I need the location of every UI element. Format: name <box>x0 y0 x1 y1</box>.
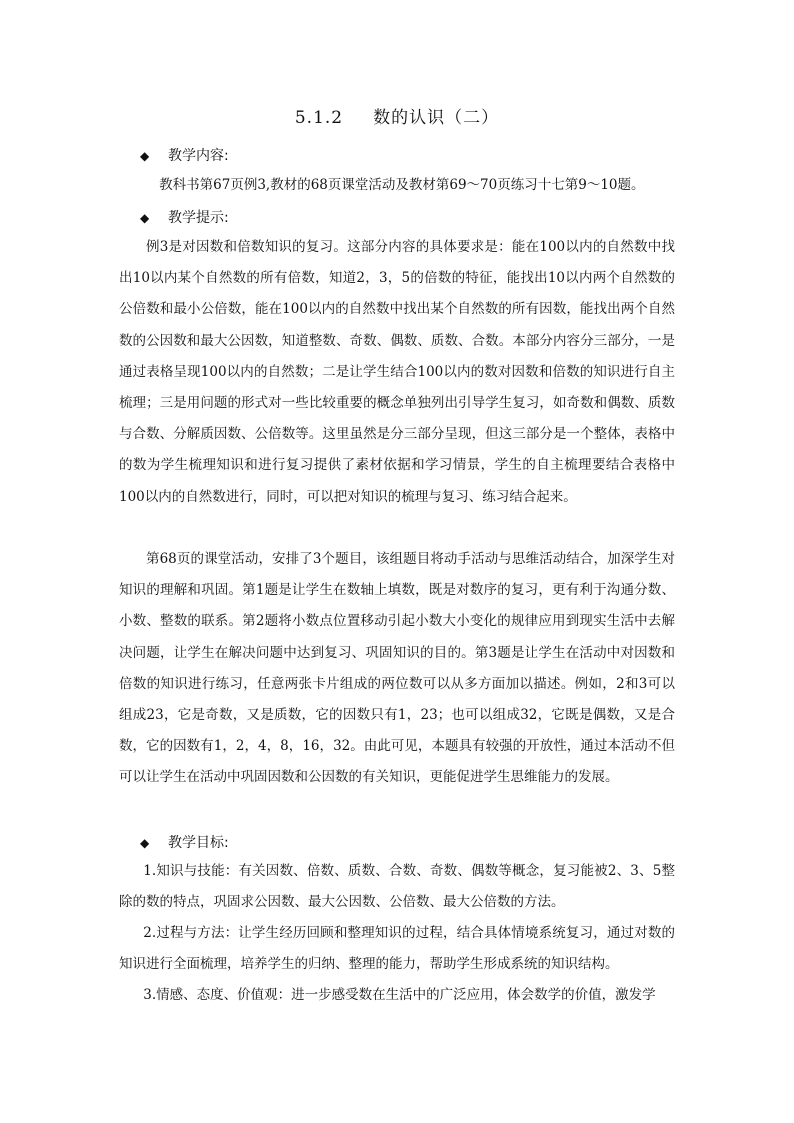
heading-goals-label: 教学目标: <box>168 835 229 851</box>
heading-hints-label: 教学提示: <box>168 210 229 226</box>
diamond-bullet-icon: ◆ <box>140 149 150 163</box>
diamond-bullet-icon: ◆ <box>140 836 150 850</box>
goal-3: 3.情感、态度、价值观：进一步感受数在生活中的广泛应用，体会数学的价值，激发学 <box>143 987 656 1003</box>
heading-hints <box>140 207 229 227</box>
hints-paragraph-2: 第68页的课堂活动，安排了3个题目，该组题目将动手活动与思维活动结合，加深学生对知识的理解和巩固。第1题是让学生在数轴上填数，既是对数序的复习，更有利于沟通分数、小数、整数的联系。第2题将小数点位置移动引起小数大小变化的规律应用到现实生活中去解决问题，让学生在解决问题中达到复习、巩固知识的目的。第3题是让学生在活动中对因数和倍数的知识进行练习，任意两张卡片组成的两位数可以从多方面加以描述。例如，2和3可以组成23，它是奇数，又是质数，它的因数只有1，23；也可以组成32，它既是偶数，又是合数，它的因数有1，2，4，8，16，32。由此可见，本题具有较强的开放性，通过本活动不但可以让学生在活动中巩固因数和公因数的有关知识，更能促进学生思维能力的发展。 <box>119 551 675 786</box>
hints-paragraph-1: 例3是对因数和倍数知识的复习。这部分内容的具体要求是：能在100以内的自然数中找出10以内某个自然数的所有倍数，知道2，3，5的倍数的特征，能找出10以内两个自然数的公倍数和最小公倍数，能在100以内的自然数中找出某个自然数的所有因数，能找出两个自然数的公因数和最大公因数，知道整数、奇数、偶数、质数、合数。本部分内容分三部分，一是通过表格呈现100以内的自然数；二是让学生结合100以内的数对因数和倍数的知识进行自主梳理；三是用问题的形式对一些比较重要的概念单独列出引导学生复习，如奇数和偶数、质数与合数、分解质因数、公倍数等。这里虽然是分三部分呈现，但这三部分是一个整体，表格中的数为学生梳理知识和进行复习提供了素材依据和学习情景，学生的自主梳理要结合表格中100以内的自然数进行，同时，可以把对知识的梳理与复习、练习结合起来。 <box>119 239 675 505</box>
heading-goals <box>140 832 229 852</box>
section-title: 数的认识（二） <box>373 108 500 128</box>
page-title <box>0 103 794 128</box>
diamond-bullet-icon: ◆ <box>140 211 150 225</box>
heading-content <box>140 145 229 165</box>
heading-content-label: 教学内容: <box>168 148 229 164</box>
goal-1: 1.知识与技能：有关因数、倍数、质数、合数、奇数、偶数等概念，复习能被2、3、5整除的数的特点，巩固求公因数、最大公因数、公倍数、最大公倍数的方法。 <box>119 863 675 911</box>
content-paragraph: 教科书第67页例3,教材的68页课堂活动及教材第69～70页练习十七第9～10题。 <box>159 177 645 193</box>
goal-2: 2.过程与方法：让学生经历回顾和整理知识的过程，结合具体情境系统复习，通过对数的知识进行全面梳理，培养学生的归纳、整理的能力，帮助学生形成系统的知识结构。 <box>119 925 675 973</box>
section-number: 5.1.2 <box>294 108 344 128</box>
